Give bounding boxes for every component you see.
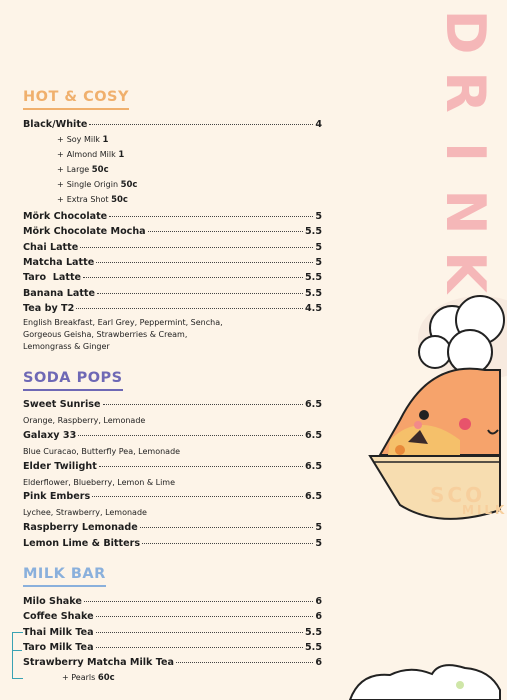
item-name: Chai Latte <box>23 242 79 253</box>
item-name: Banana Latte <box>23 288 95 299</box>
menu-item-strawberry-matcha-milk-tea <box>23 657 322 668</box>
item-name: Raspberry Lemonade <box>23 522 138 533</box>
item-name: Milo Shake <box>23 596 82 607</box>
addon-label: Pearls <box>71 673 96 682</box>
item-name: Coffee Shake <box>23 611 94 622</box>
item-price: 5 <box>315 242 322 253</box>
dot-leader <box>176 662 313 663</box>
dot-leader <box>92 496 303 497</box>
mascot-text-sco: SCO <box>430 483 486 507</box>
item-name: Thai Milk Tea <box>23 627 94 638</box>
menu-item-chai-latte <box>23 242 322 253</box>
dot-leader <box>103 404 303 405</box>
dot-leader <box>109 216 313 217</box>
item-price: 5 <box>315 257 322 268</box>
plus-icon: + <box>57 180 64 189</box>
item-description: Elderflower, Blueberry, Lemon & Lime <box>23 478 176 487</box>
item-price: 6.5 <box>305 461 322 472</box>
item-price: 6 <box>315 596 322 607</box>
item-name: Lemon Lime & Bitters <box>23 538 141 549</box>
menu-item-taro-latte <box>23 272 322 283</box>
menu-item-black-white <box>23 119 322 130</box>
dot-leader <box>142 543 313 544</box>
addon-pearls <box>62 673 115 683</box>
menu-item-matcha-latte <box>23 257 322 268</box>
dot-leader <box>89 124 313 125</box>
item-price: 5 <box>315 538 322 549</box>
item-price: 5.5 <box>305 642 322 653</box>
plus-icon: + <box>57 135 64 144</box>
side-title-letter: R <box>434 71 497 113</box>
menu-item-elder-twilight <box>23 461 322 472</box>
item-name: Strawberry Matcha Milk Tea <box>23 657 175 668</box>
item-name: Matcha Latte <box>23 257 95 268</box>
menu-item-galaxy-33 <box>23 430 322 441</box>
addon-item <box>57 165 109 175</box>
addon-price: 50c <box>120 180 138 190</box>
tea-desc-line: English Breakfast, Earl Grey, Peppermint, Sencha, <box>23 318 223 327</box>
dot-leader <box>76 308 303 309</box>
tea-desc-line: Lemongrass & Ginger <box>23 342 110 351</box>
dot-leader <box>140 527 314 528</box>
item-price: 6 <box>315 611 322 622</box>
side-title-letter: K <box>434 251 497 293</box>
item-description: Lychee, Strawberry, Lemonade <box>23 508 147 517</box>
addon-label: Soy Milk <box>66 135 100 144</box>
menu-item-coffee-shake <box>23 611 322 622</box>
dot-leader <box>97 293 303 294</box>
side-title-letter: I <box>434 141 497 163</box>
side-title-letter: N <box>434 189 497 235</box>
addon-price: 60c <box>97 673 115 683</box>
dot-leader <box>78 435 303 436</box>
section-title-soda-pops: SODA POPS <box>23 370 123 391</box>
item-description: Orange, Raspberry, Lemonade <box>23 416 146 425</box>
addon-label: Almond Milk <box>66 150 116 159</box>
tea-description <box>23 317 323 353</box>
side-title-letter: D <box>434 9 497 55</box>
item-price: 5.5 <box>305 627 322 638</box>
addon-label: Single Origin <box>66 180 119 189</box>
menu-item-taro-milk-tea <box>23 642 322 653</box>
item-price: 6.5 <box>305 491 322 502</box>
dot-leader <box>84 601 313 602</box>
item-price: 5 <box>315 211 322 222</box>
section-title-milk-bar: MILK BAR <box>23 566 106 587</box>
addon-item <box>57 195 128 205</box>
item-name: Taro Milk Tea <box>23 642 94 653</box>
dot-leader <box>96 632 303 633</box>
item-name: Elder Twilight <box>23 461 97 472</box>
addon-price: 50c <box>91 165 109 175</box>
dot-leader <box>96 262 313 263</box>
milk-tea-bracket-tick <box>13 650 22 651</box>
item-name: Tea by T2 <box>23 303 75 314</box>
item-name: Black/White <box>23 119 88 130</box>
addon-price: 1 <box>102 135 109 145</box>
plus-icon: + <box>62 673 72 682</box>
mascot-text-milk: MILK <box>462 503 507 517</box>
dot-leader <box>96 647 303 648</box>
item-name: Taro Latte <box>23 272 82 283</box>
plus-icon: + <box>57 165 64 174</box>
menu-item-pink-embers <box>23 491 322 502</box>
menu-item-tea-by-t2 <box>23 303 322 314</box>
item-description: Blue Curacao, Butterfly Pea, Lemonade <box>23 447 181 456</box>
menu-item-thai-milk-tea <box>23 627 322 638</box>
item-name: Pink Embers <box>23 491 91 502</box>
item-price: 5 <box>315 522 322 533</box>
dot-leader <box>80 247 313 248</box>
milk-tea-bracket <box>12 632 23 679</box>
menu-item-mork-chocolate-mocha <box>23 226 322 237</box>
item-name: Mörk Chocolate Mocha <box>23 226 146 237</box>
plus-icon: + <box>57 195 64 204</box>
plus-icon: + <box>57 150 64 159</box>
item-price: 6.5 <box>305 430 322 441</box>
menu-item-mork-chocolate <box>23 211 322 222</box>
item-price: 5.5 <box>305 226 322 237</box>
item-name: Galaxy 33 <box>23 430 77 441</box>
addon-label: Large <box>66 165 90 174</box>
bottom-illustration <box>340 660 500 700</box>
menu-item-lemon-lime-bitters <box>23 538 322 549</box>
menu-item-milo-shake <box>23 596 322 607</box>
tea-desc-line: Gorgeous Geisha, Strawberries & Cream, <box>23 330 188 339</box>
dot-leader <box>96 616 314 617</box>
dot-leader <box>83 277 303 278</box>
item-name: Mörk Chocolate <box>23 211 108 222</box>
dot-leader <box>99 466 303 467</box>
addon-label: Extra Shot <box>66 195 109 204</box>
item-price: 6.5 <box>305 399 322 410</box>
item-price: 5.5 <box>305 288 322 299</box>
menu-item-raspberry-lemonade <box>23 522 322 533</box>
addon-price: 50c <box>111 195 128 205</box>
addon-price: 1 <box>118 150 125 160</box>
menu-item-sweet-sunrise <box>23 399 322 410</box>
item-price: 6 <box>315 657 322 668</box>
item-price: 5.5 <box>305 272 322 283</box>
item-price: 4.5 <box>305 303 322 314</box>
addon-item <box>57 135 108 145</box>
addon-item <box>57 180 137 190</box>
item-price: 4 <box>315 119 322 130</box>
menu-item-banana-latte <box>23 288 322 299</box>
item-name: Sweet Sunrise <box>23 399 101 410</box>
section-title-hot-cosy: HOT & COSY <box>23 89 129 110</box>
addon-item <box>57 150 124 160</box>
dot-leader <box>148 231 303 232</box>
